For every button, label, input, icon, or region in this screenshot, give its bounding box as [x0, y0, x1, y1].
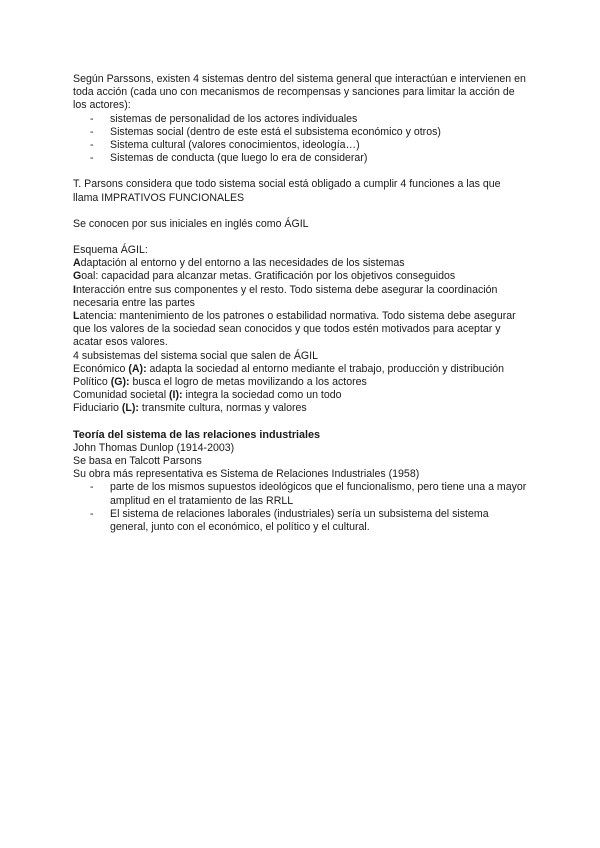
- list-item: - sistemas de personalidad de los actores individuales: [73, 113, 528, 126]
- agil-text: daptación al entorno y del entorno a las necesidades de los sistemas: [80, 257, 405, 270]
- systems-list: [73, 113, 528, 166]
- subsystem-code: (A):: [128, 362, 147, 375]
- subsystem-politico: [73, 376, 528, 389]
- agil-item-l: [73, 310, 528, 350]
- subsystem-desc: integra la sociedad como un todo: [182, 389, 342, 402]
- section-title: Teoría del sistema de las relaciones industriales: [73, 428, 321, 441]
- agil-text: oal: capacidad para alcanzar metas. Gratificación por los objetivos conseguidos: [81, 270, 456, 283]
- subsystem-code: (I):: [169, 389, 183, 402]
- subsystem-desc: transmite cultura, normas y valores: [138, 402, 307, 415]
- subsystem-code: (L):: [121, 402, 139, 415]
- subsystem-desc: adapta la sociedad al entorno mediante el trabajo, producción y distribución: [146, 362, 505, 375]
- subsystem-code: (G):: [110, 376, 130, 389]
- agil-item-a: [73, 257, 528, 270]
- agil-item-i: [73, 284, 528, 310]
- agil-initial: A: [73, 257, 81, 270]
- agil-initial: G: [73, 270, 82, 283]
- list-item: - Sistema cultural (valores conocimientos, ideología…): [73, 139, 528, 152]
- agil-text: nteracción entre sus componentes y el resto. Todo sistema debe asegurar la coordinación necesaria entre las partes: [73, 283, 498, 309]
- subsystem-desc: busca el logro de metas movilizando a los actores: [129, 376, 367, 389]
- subsystem-name: Comunidad societal: [73, 389, 169, 402]
- agil-initial: L: [73, 310, 80, 323]
- subsystems-heading: 4 subsistemas del sistema social que salen de ÁGIL: [73, 349, 318, 362]
- list-item: - parte de los mismos supuestos ideológicos que el funcionalismo, pero tiene una a mayor amplitud en el tratamiento de las RRLL: [73, 481, 528, 507]
- agil-item-g: [73, 270, 528, 283]
- list-item: - Sistemas de conducta (que luego lo era de considerar): [73, 152, 528, 165]
- agil-initial: I: [73, 283, 76, 296]
- subsystem-name: Económico: [73, 362, 129, 375]
- intro-paragraph: Según Parssons, existen 4 sistemas dentro del sistema general que interactúan e intervienen en toda acción (cada uno con mecanismos de recompensas y sanciones para limitar la acción de los actores):: [73, 73, 526, 112]
- agil-text: atencia: mantenimiento de los patrones o estabilidad normativa. Todo sistema debe asegurar que los valores de la sociedad sean conocidos y que todos estén motivados para aceptar y acatar esos valores.: [73, 310, 516, 349]
- work-line: Su obra más representativa es Sistema de Relaciones Industriales (1958): [73, 468, 420, 481]
- subsystem-fiduciario: [73, 402, 528, 415]
- document-body: [73, 73, 528, 534]
- subsystem-comunidad: [73, 389, 528, 402]
- functions-paragraph: T. Parsons considera que todo sistema social está obligado a cumplir 4 funciones a las que llama IMPRATIVOS FUNCIONALES: [73, 178, 501, 204]
- subsystem-name: Fiduciario: [73, 402, 122, 415]
- list-item: - Sistemas social (dentro de este está el subsistema económico y otros): [73, 126, 528, 139]
- acronym-note: Se conocen por sus iniciales en inglés como ÁGIL: [73, 217, 309, 230]
- subsystem-name: Político: [73, 376, 111, 389]
- agil-heading: Esquema ÁGIL:: [73, 244, 148, 257]
- industrial-points-list: [73, 481, 528, 534]
- subsystem-economico: [73, 363, 528, 376]
- author-line: John Thomas Dunlop (1914-2003): [73, 441, 235, 454]
- list-item: - El sistema de relaciones laborales (industriales) sería un subsistema del sistema general, junto con el económico, el político y el cultural.: [73, 508, 528, 534]
- basis-line: Se basa en Talcott Parsons: [73, 455, 202, 468]
